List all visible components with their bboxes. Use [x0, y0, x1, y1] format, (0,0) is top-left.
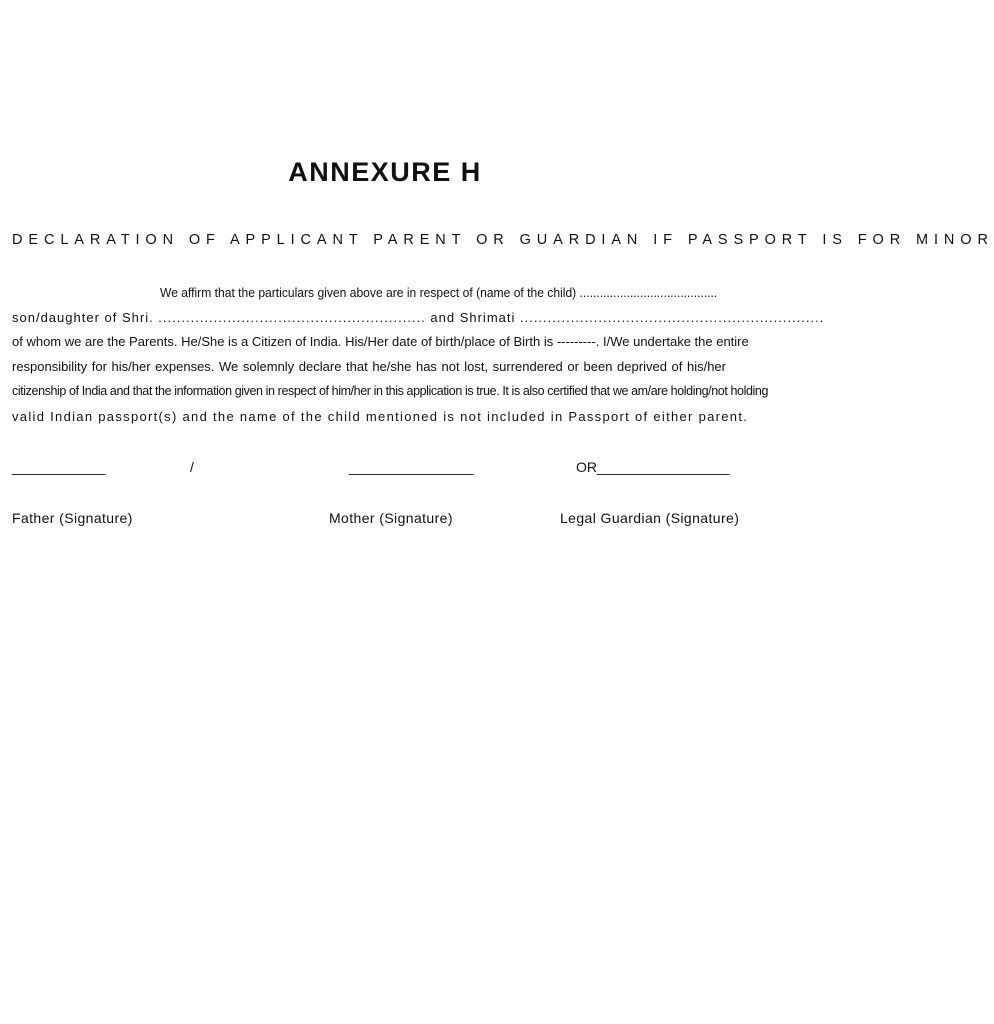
paragraph-line-5: citizenship of India and that the information given in respect of him/her in this application is true. It is also certified that we am/are holding/not holding [12, 384, 769, 398]
paragraph-line-3: of whom we are the Parents. He/She is a Citizen of India. His/Her date of birth/place of Birth is ---------. I/We undertake the entire [12, 334, 749, 349]
signature-separator: / [190, 459, 194, 475]
declaration-heading: DECLARATION OF APPLICANT PARENT OR GUARDIAN IF PASSPORT IS FOR MINOR [12, 232, 994, 248]
paragraph-line-2: son/daughter of Shri. .......................................................... and Shrimati .................................................................. [12, 310, 825, 325]
mother-signature-line[interactable]: ________________ [349, 459, 474, 475]
document-title: ANNEXURE H [288, 157, 482, 187]
father-signature-line[interactable]: ____________ [12, 459, 106, 475]
mother-signature-label: Mother (Signature) [329, 510, 453, 526]
guardian-signature-label: Legal Guardian (Signature) [560, 510, 740, 526]
paragraph-line-6: valid Indian passport(s) and the name of the child mentioned is not included in Passport of either parent. [12, 409, 749, 424]
guardian-signature-line[interactable]: OR_________________ [576, 459, 730, 475]
paragraph-line-1: We affirm that the particulars given above are in respect of (name of the child) ......................................... [160, 285, 718, 300]
father-signature-label: Father (Signature) [12, 510, 133, 526]
paragraph-line-4: responsibility for his/her expenses. We solemnly declare that he/she has not lost, surrendered or been deprived of his/her [12, 359, 726, 374]
